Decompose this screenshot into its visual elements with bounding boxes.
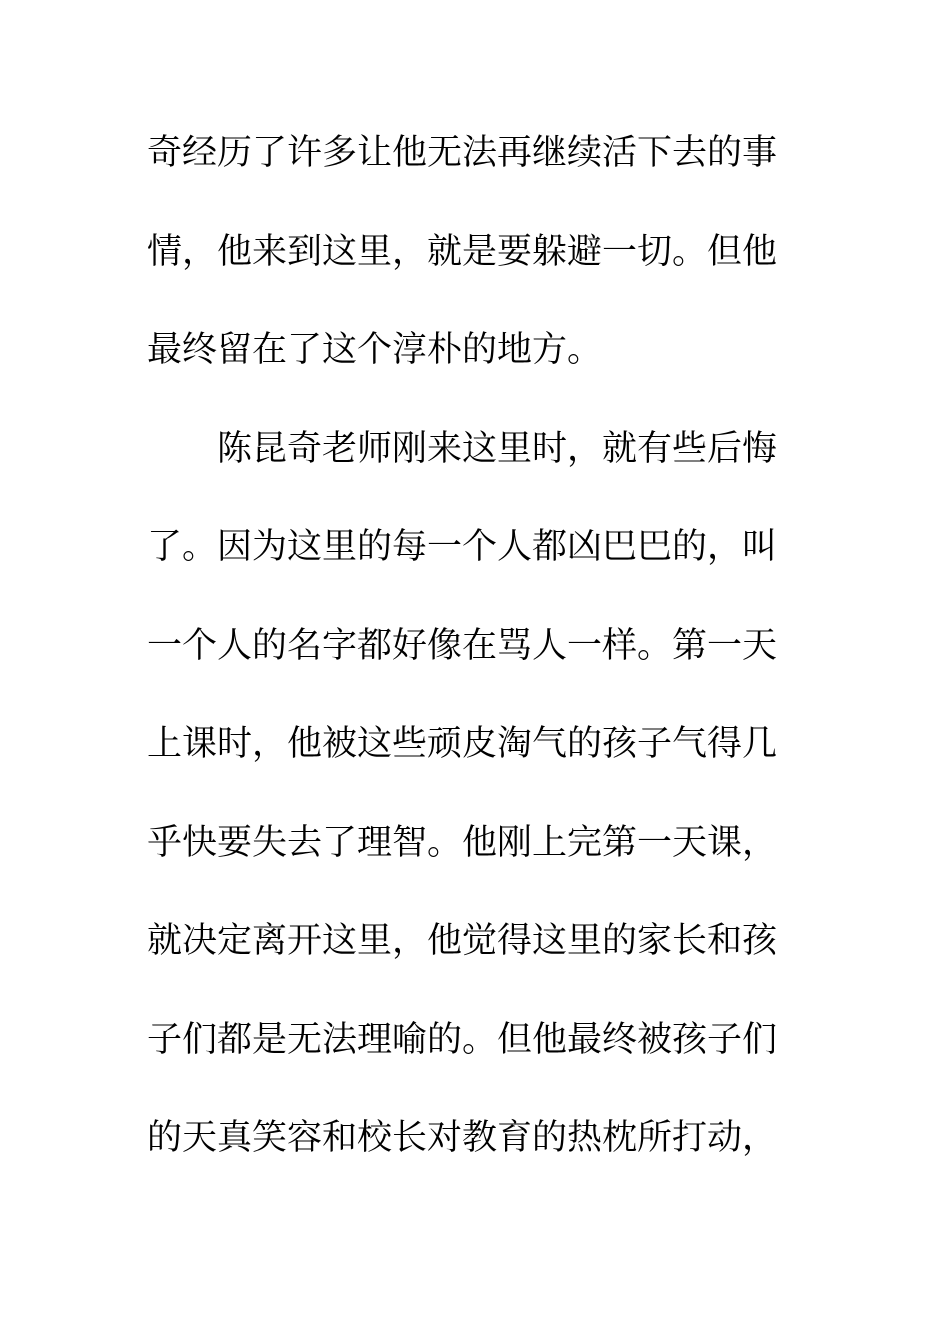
text-line: 乎快要失去了理智。他刚上完第一天课， [147, 822, 778, 863]
text-line: 子们都是无法理喻的。但他最终被孩子们 [147, 1019, 778, 1060]
text-line: 的天真笑容和校长对教育的热枕所打动， [147, 1118, 778, 1158]
text-line: 奇经历了许多让他无法再继续活下去的事 [147, 133, 778, 173]
paragraph-start-line: 陈昆奇老师刚来这里时，就有些后悔 [217, 428, 778, 469]
text-line: 就决定离开这里，他觉得这里的家长和孩 [147, 921, 778, 961]
text-line: 一个人的名字都好像在骂人一样。第一天 [147, 625, 778, 666]
text-line: 情，他来到这里，就是要躲避一切。但他 [147, 231, 778, 272]
body-text [147, 124, 787, 1208]
text-line: 上课时，他被这些顽皮淘气的孩子气得几 [147, 724, 778, 764]
text-line: 最终留在了这个淳朴的地方。 [147, 330, 603, 370]
text-line: 了。因为这里的每一个人都凶巴巴的，叫 [147, 527, 778, 567]
